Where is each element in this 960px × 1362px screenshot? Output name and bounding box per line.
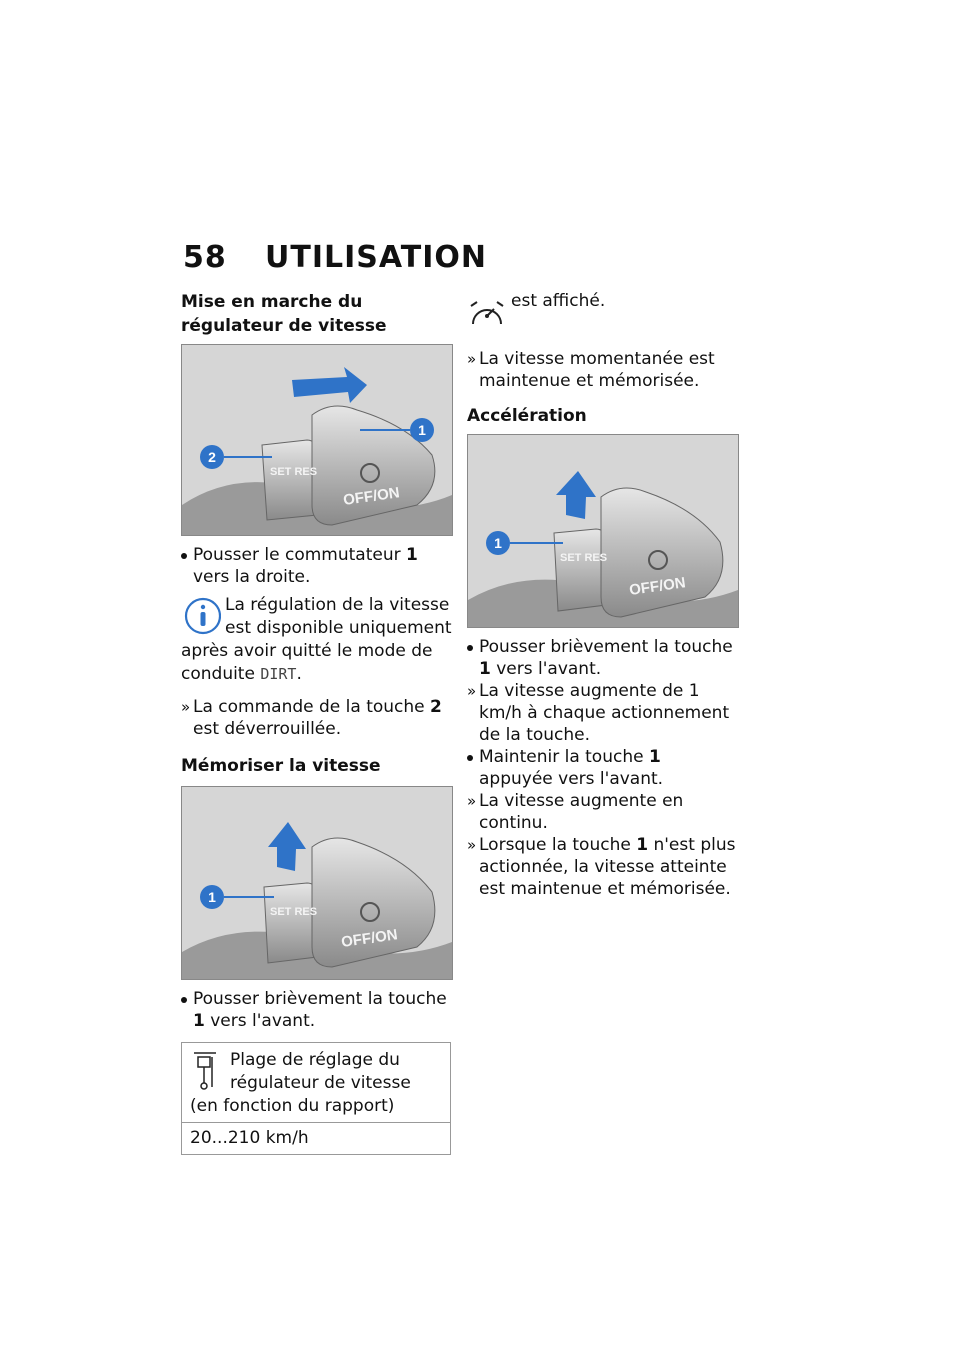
- callout-1: 1: [208, 889, 216, 905]
- display-indicator: est affiché.: [467, 290, 739, 334]
- result-key-unlocked: » La commande de la touche 2 est déverrouillée.: [181, 697, 442, 739]
- switch-right-illustration: [182, 345, 452, 535]
- range-table: [181, 1042, 451, 1155]
- key-forward-illustration: [182, 787, 452, 979]
- section-heading-accel: Accélération: [467, 406, 587, 426]
- switch-label: OFF/ON: [340, 926, 399, 951]
- info-note: La régulation de la vitesse est disponible uniquement après avoir quitté le mode de conduite DIRT.: [181, 595, 452, 684]
- section-heading-start: Mise en marche du régulateur de vitesse: [181, 292, 387, 336]
- table-settings-icon: [190, 1049, 220, 1093]
- result-speed-increase-continuous: » La vitesse augmente en continu.: [467, 791, 684, 833]
- range-table-header: Plage de réglage du régulateur de vitesse (en fonction du rapport): [182, 1043, 450, 1123]
- key-label: SET RES: [270, 466, 318, 478]
- mode-name: DIRT: [260, 665, 297, 683]
- callout-1: 1: [418, 422, 426, 438]
- page-header: [183, 240, 487, 280]
- key-label: SET RES: [270, 906, 318, 918]
- step-hold-key: Maintenir la touche 1 appuyée vers l'avant.: [467, 746, 739, 790]
- result-speed-held: » Lorsque la touche 1 n'est plus actionnée, la vitesse atteinte est maintenue et mémorisée.: [467, 835, 736, 899]
- section-heading-store: Mémoriser la vitesse: [181, 756, 381, 776]
- callout-2: 2: [208, 449, 216, 465]
- page-number: 58: [183, 240, 227, 275]
- step-push-switch: Pousser le commutateur 1 vers la droite.: [181, 544, 453, 588]
- figure-key-forward: [181, 786, 453, 980]
- key-label: SET RES: [560, 552, 608, 564]
- range-table-value: 20...210 km/h: [190, 1128, 309, 1148]
- accel-illustration: [468, 435, 738, 627]
- figure-accel: [467, 434, 739, 628]
- info-icon: [181, 594, 221, 638]
- right-column: [467, 290, 739, 900]
- chapter-title: UTILISATION: [265, 240, 487, 275]
- result-speed-increase-step: » La vitesse augmente de 1 km/h à chaque actionnement de la touche.: [467, 681, 730, 745]
- switch-label: OFF/ON: [342, 484, 401, 509]
- result-speed-stored: » La vitesse momentanée est maintenue et mémorisée.: [467, 349, 715, 391]
- step-push-key-accel: Pousser brièvement la touche 1 vers l'avant.: [467, 636, 739, 680]
- cruise-control-icon: [467, 294, 507, 334]
- step-push-key: Pousser brièvement la touche 1 vers l'avant.: [181, 988, 453, 1032]
- left-column: [181, 290, 453, 1155]
- switch-label: OFF/ON: [628, 574, 687, 599]
- callout-1: 1: [494, 535, 502, 551]
- figure-switch-right: [181, 344, 453, 536]
